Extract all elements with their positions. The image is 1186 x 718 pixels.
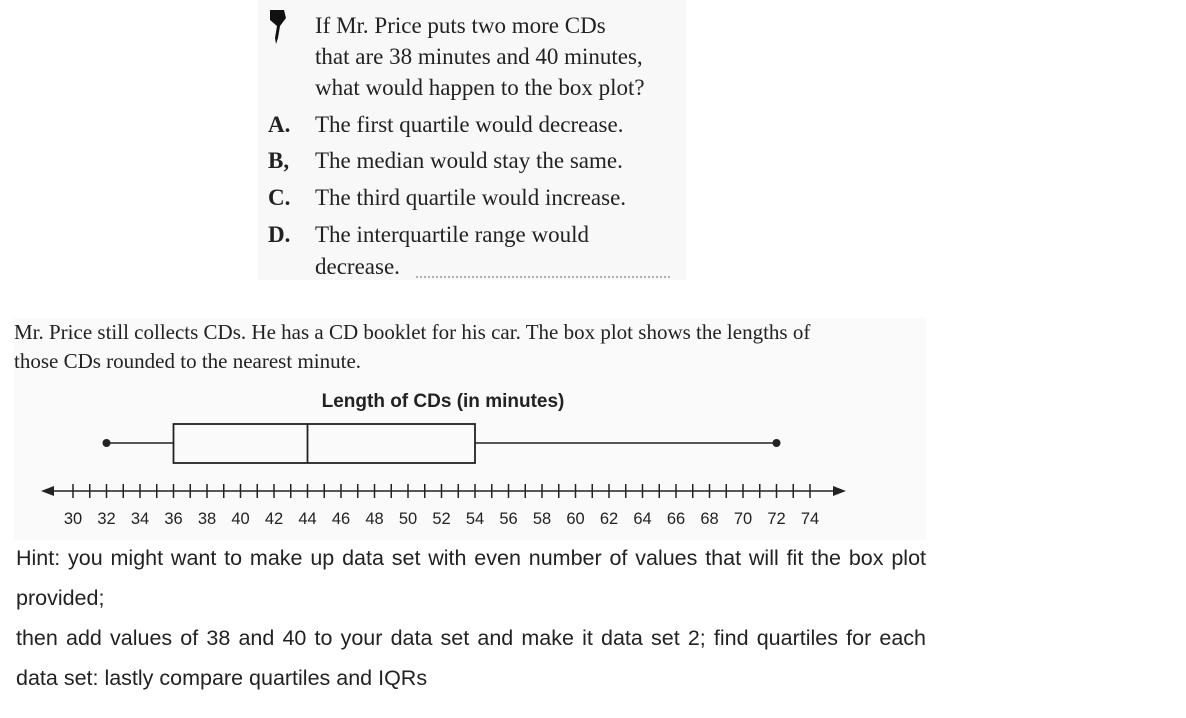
- pencil-icon: [266, 8, 288, 48]
- tick-label: 36: [164, 510, 183, 528]
- left-arrow-icon: [41, 486, 54, 496]
- intro-line: Mr. Price still collects CDs. He has a CD booklet for his car. The box plot shows the lengths of: [14, 320, 811, 344]
- tick-label: 62: [599, 510, 619, 528]
- choice-text: The first quartile would decrease.: [315, 112, 624, 137]
- choice-text: The third quartile would increase.: [315, 185, 627, 210]
- choice-letter: A.: [268, 112, 291, 137]
- question-panel: [258, 0, 686, 280]
- choice-text: decrease.: [315, 254, 400, 279]
- choice-text: The median would stay the same.: [315, 148, 623, 173]
- tick-label: 68: [700, 510, 719, 528]
- hint-text: [16, 538, 926, 698]
- tick-label: 30: [63, 510, 83, 528]
- tick-label: 52: [432, 510, 451, 528]
- question-stem-line: that are 38 minutes and 40 minutes,: [315, 44, 643, 69]
- choice-a[interactable]: [268, 109, 623, 141]
- intro-line: those CDs rounded to the nearest minute.: [14, 349, 362, 373]
- max-point: [773, 439, 781, 447]
- tick-label: 40: [231, 510, 250, 528]
- chart-panel: [14, 318, 926, 540]
- tick-label: 44: [298, 510, 317, 528]
- min-point: [103, 439, 111, 447]
- tick-label: 34: [130, 510, 150, 528]
- tick-label: 70: [733, 510, 753, 528]
- tick-label: 58: [532, 510, 552, 528]
- question-stem-line: If Mr. Price puts two more CDs: [315, 13, 606, 38]
- question-stem: [315, 10, 645, 103]
- choice-letter: B,: [268, 148, 290, 173]
- tick-label: 66: [666, 510, 686, 528]
- choice-letter: C.: [268, 185, 291, 210]
- choice-letter: D.: [268, 222, 291, 247]
- cut-edge-divider: [416, 276, 670, 282]
- choice-d[interactable]: [268, 219, 589, 283]
- tick-label: 64: [633, 510, 652, 528]
- hint-paragraph: Hint: you might want to make up data set with even number of values that will fit the box plot provided;: [16, 546, 926, 610]
- hint-paragraph: then add values of 38 and 40 to your data set and make it data set 2; find quartiles for each data set: lastly compare quartiles and IQRs: [16, 626, 926, 690]
- chart-title: Length of CDs (in minutes): [321, 391, 565, 412]
- tick-label: 38: [197, 510, 217, 528]
- tick-label: 32: [97, 510, 116, 528]
- tick-label: 54: [465, 510, 485, 528]
- iqr-box: [174, 424, 476, 463]
- choice-text: The interquartile range would: [315, 222, 589, 247]
- question-stem-line: what would happen to the box plot?: [315, 75, 645, 100]
- tick-label: 72: [767, 510, 786, 528]
- tick-label: 48: [365, 510, 384, 528]
- tick-label: 42: [264, 510, 284, 528]
- tick-label: 46: [331, 510, 351, 528]
- choice-c[interactable]: [268, 182, 626, 214]
- tick-label: 74: [800, 510, 820, 528]
- tick-label: 50: [398, 510, 418, 528]
- choice-b[interactable]: [268, 145, 623, 177]
- right-arrow-icon: [833, 486, 846, 496]
- box-plot: [14, 318, 926, 540]
- tick-label: 56: [499, 510, 518, 528]
- tick-label: 60: [566, 510, 585, 528]
